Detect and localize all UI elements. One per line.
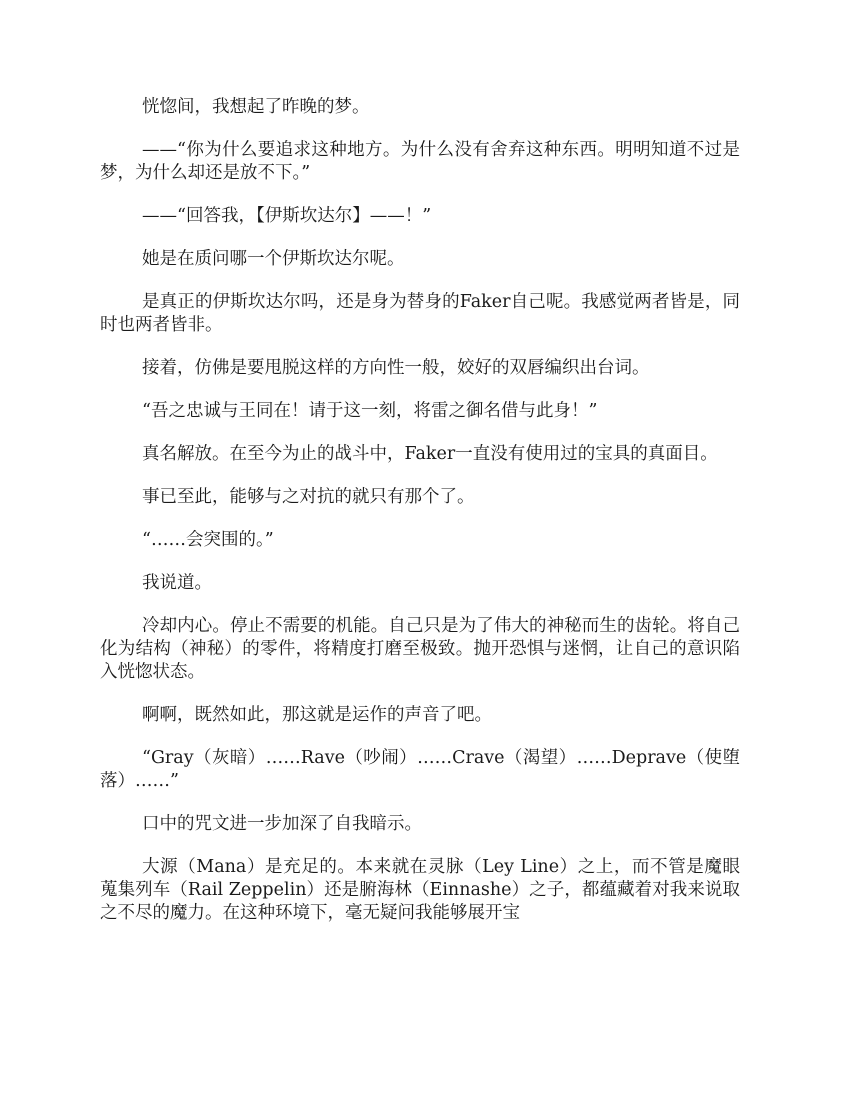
paragraph: “Gray（灰暗）……Rave（吵闹）……Crave（渴望）……Deprave（使堕落）……” — [100, 748, 740, 791]
paragraph: ——“回答我，【伊斯坎达尔】——！” — [142, 206, 432, 226]
paragraph: 恍惚间，我想起了昨晚的梦。 — [142, 97, 370, 117]
paragraph: 啊啊，既然如此，那这就是运作的声音了吧。 — [142, 705, 492, 725]
paragraph: 事已至此，能够与之对抗的就只有那个了。 — [142, 487, 475, 507]
paragraph: “吾之忠诚与王同在！请于这一刻，将雷之御名借与此身！” — [142, 401, 598, 421]
paragraph: 大源（Mana）是充足的。本来就在灵脉（Ley Line）之上，而不管是魔眼蒐集列车（Rail Zeppelin）还是腑海林（Einnashe）之子，都蕴藏着对我来说取之不尽的魔力。在这种环境下，毫无疑问我能够展开宝 — [100, 857, 740, 923]
paragraph: 接着，仿佛是要甩脱这样的方向性一般，姣好的双唇编织出台词。 — [142, 358, 650, 378]
paragraph: 她是在质问哪一个伊斯坎达尔呢。 — [142, 249, 405, 269]
paragraph: 真名解放。在至今为止的战斗中，Faker一直没有使用过的宝具的真面目。 — [142, 444, 718, 464]
document-body — [100, 96, 740, 945]
paragraph: “……会突围的。” — [142, 530, 274, 550]
paragraph: 是真正的伊斯坎达尔吗，还是身为替身的Faker自己呢。我感觉两者皆是，同时也两者皆非。 — [100, 292, 740, 335]
paragraph: 口中的咒文进一步加深了自我暗示。 — [142, 814, 422, 834]
paragraph: 我说道。 — [142, 573, 212, 593]
paragraph: ——“你为什么要追求这种地方。为什么没有舍弃这种东西。明明知道不过是梦，为什么却还是放不下。” — [100, 140, 740, 183]
paragraph: 冷却内心。停止不需要的机能。自己只是为了伟大的神秘而生的齿轮。将自己化为结构（神秘）的零件，将精度打磨至极致。抛开恐惧与迷惘，让自己的意识陷入恍惚状态。 — [100, 616, 740, 682]
